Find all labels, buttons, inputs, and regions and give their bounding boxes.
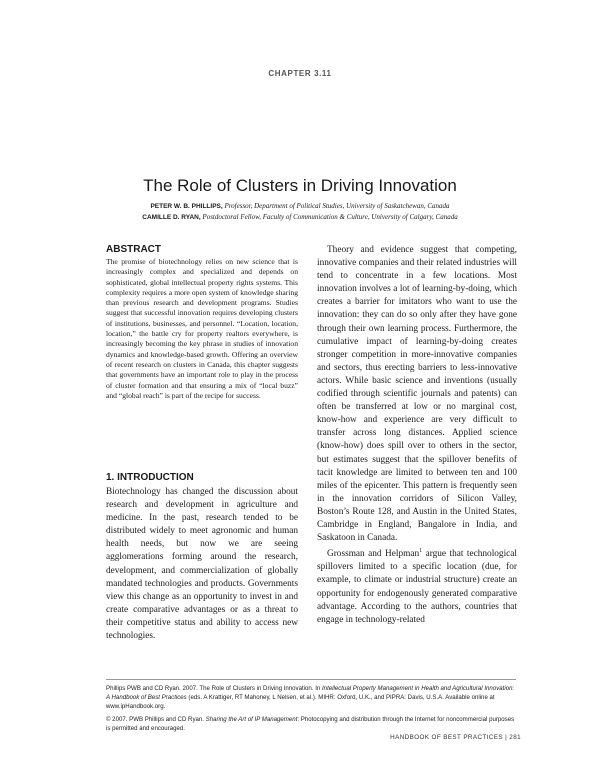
- author-line-2: [100, 212, 500, 223]
- citation-note: [106, 684, 518, 711]
- author-name-1: PETER W. B. PHILLIPS,: [150, 203, 223, 210]
- author-affiliation-2: Postdoctoral Fellow, Faculty of Communication & Culture, University of Calgary, Canada: [200, 213, 458, 221]
- body-paragraph-2-text: argue that technological spillovers limited to a specific location (due, for example, to climate or industrial structure) create an opportunity for endogenously generated comparative advantage. According to the authors, countries that engage in technology-related: [317, 549, 517, 625]
- introduction-text: Biotechnology has changed the discussion about research and development in agriculture and medicine. In the past, research tended to be distributed widely to meet agronomic and human health needs, but now we are seeing agglomerations forming around the research, development, and commercialization of globally mandated technologies and products. Governments view this change as an opportunity to invest in and create comparative advantages or as a threat to their competitive status and ability to access new technologies.: [106, 487, 298, 642]
- author-name-2: CAMILLE D. RYAN,: [142, 214, 201, 221]
- citation-part-1: Phillips PWB and CD Ryan. 2007. The Role of Clusters in Driving Innovation. In: [106, 685, 322, 692]
- author-affiliation-1: Professor, Department of Political Studies, University of Saskatchewan, Canada: [222, 202, 450, 210]
- copyright-series-title: Sharing the Art of IP Management: [205, 716, 298, 723]
- left-column: [106, 244, 298, 401]
- body-paragraph-1: Theory and evidence suggest that competing, innovative companies and their related industries will tend to concentrate in a few locations. Most innovation involves a lot of learning-by-doing, which creates a barrier for imitators who want to use the innovation: they can do so only after they have gone through their own learning process. Furthermore, the cumulative impact of learning-by-doing creates stronger competition in more-innovative companies and sectors, thus erecting barriers to less-innovative actors. While basic science and inventions (usually codified through scientific journals and patents) can often be transferred at low or no marginal cost, know-how and experience are very difficult to transfer across long distances. Applied science (know-how) does spill over to others in the sector, but estimates suggest that the spillover benefits of tacit knowledge are limited to between ten and 100 miles of the epicenter. This pattern is frequently seen in the innovation corridors of Silicon Valley, Boston’s Route 128, and Austin in the United States, Cambridge in England, Bangalore in India, and Saskatoon in Canada.: [317, 245, 517, 544]
- right-column: [317, 244, 517, 627]
- abstract-text: The promise of biotechnology relies on new science that is increasingly complex and specialized and depends on sophisticated, global intellectual property rights systems. This complexity requires a more open system of knowledge sharing than previous research and development programs. Studies suggest that successful innovation requires developing clusters of institutions, businesses, and personnel. “Location, location, location,” the battle cry for property realtors everywhere, is increasingly becoming the key phrase in studies of innovation dynamics and knowledge-based growth. Offering an overview of recent research on clusters in Canada, this chapter suggests that governments have an important role to play in the process of cluster formation and that ensuring a mix of “local buzz” and “global reach” is part of the recipe for success.: [106, 257, 298, 400]
- cited-authors: Grossman and Helpman: [327, 549, 420, 560]
- citation-part-2: (eds. A Krattiger, RT Mahoney, L Nelsen, et al.). MIHR: Oxford, U.K., and PIPRA: Davis, U.S.A. Available online at www.ipHandbook.org.: [106, 694, 495, 710]
- page-footer: HANDBOOK OF BEST PRACTICES | 281: [390, 734, 521, 741]
- footnote-divider: [106, 679, 516, 680]
- abstract-heading: ABSTRACT: [106, 244, 161, 255]
- author-line-1: [100, 201, 500, 212]
- copyright-part-2: : Photocopying and distribution through the Internet for noncommercial purposes is permitted and encouraged.: [106, 716, 515, 732]
- introduction-heading: 1. INTRODUCTION: [106, 472, 194, 483]
- page-title: The Role of Clusters in Driving Innovation: [143, 176, 457, 195]
- copyright-part-1: © 2007. PWB Phillips and CD Ryan.: [106, 716, 206, 723]
- body-paragraph-2: [317, 545, 517, 627]
- copyright-note: [106, 715, 518, 733]
- citation-book-title: Intellectual Property Management in Health and Agricultural Innovation: A Handbook of Best Practices: [106, 685, 515, 701]
- footnote-ref: 1: [419, 548, 423, 555]
- chapter-label: CHAPTER 3.11: [268, 69, 332, 78]
- author-block: [100, 201, 500, 223]
